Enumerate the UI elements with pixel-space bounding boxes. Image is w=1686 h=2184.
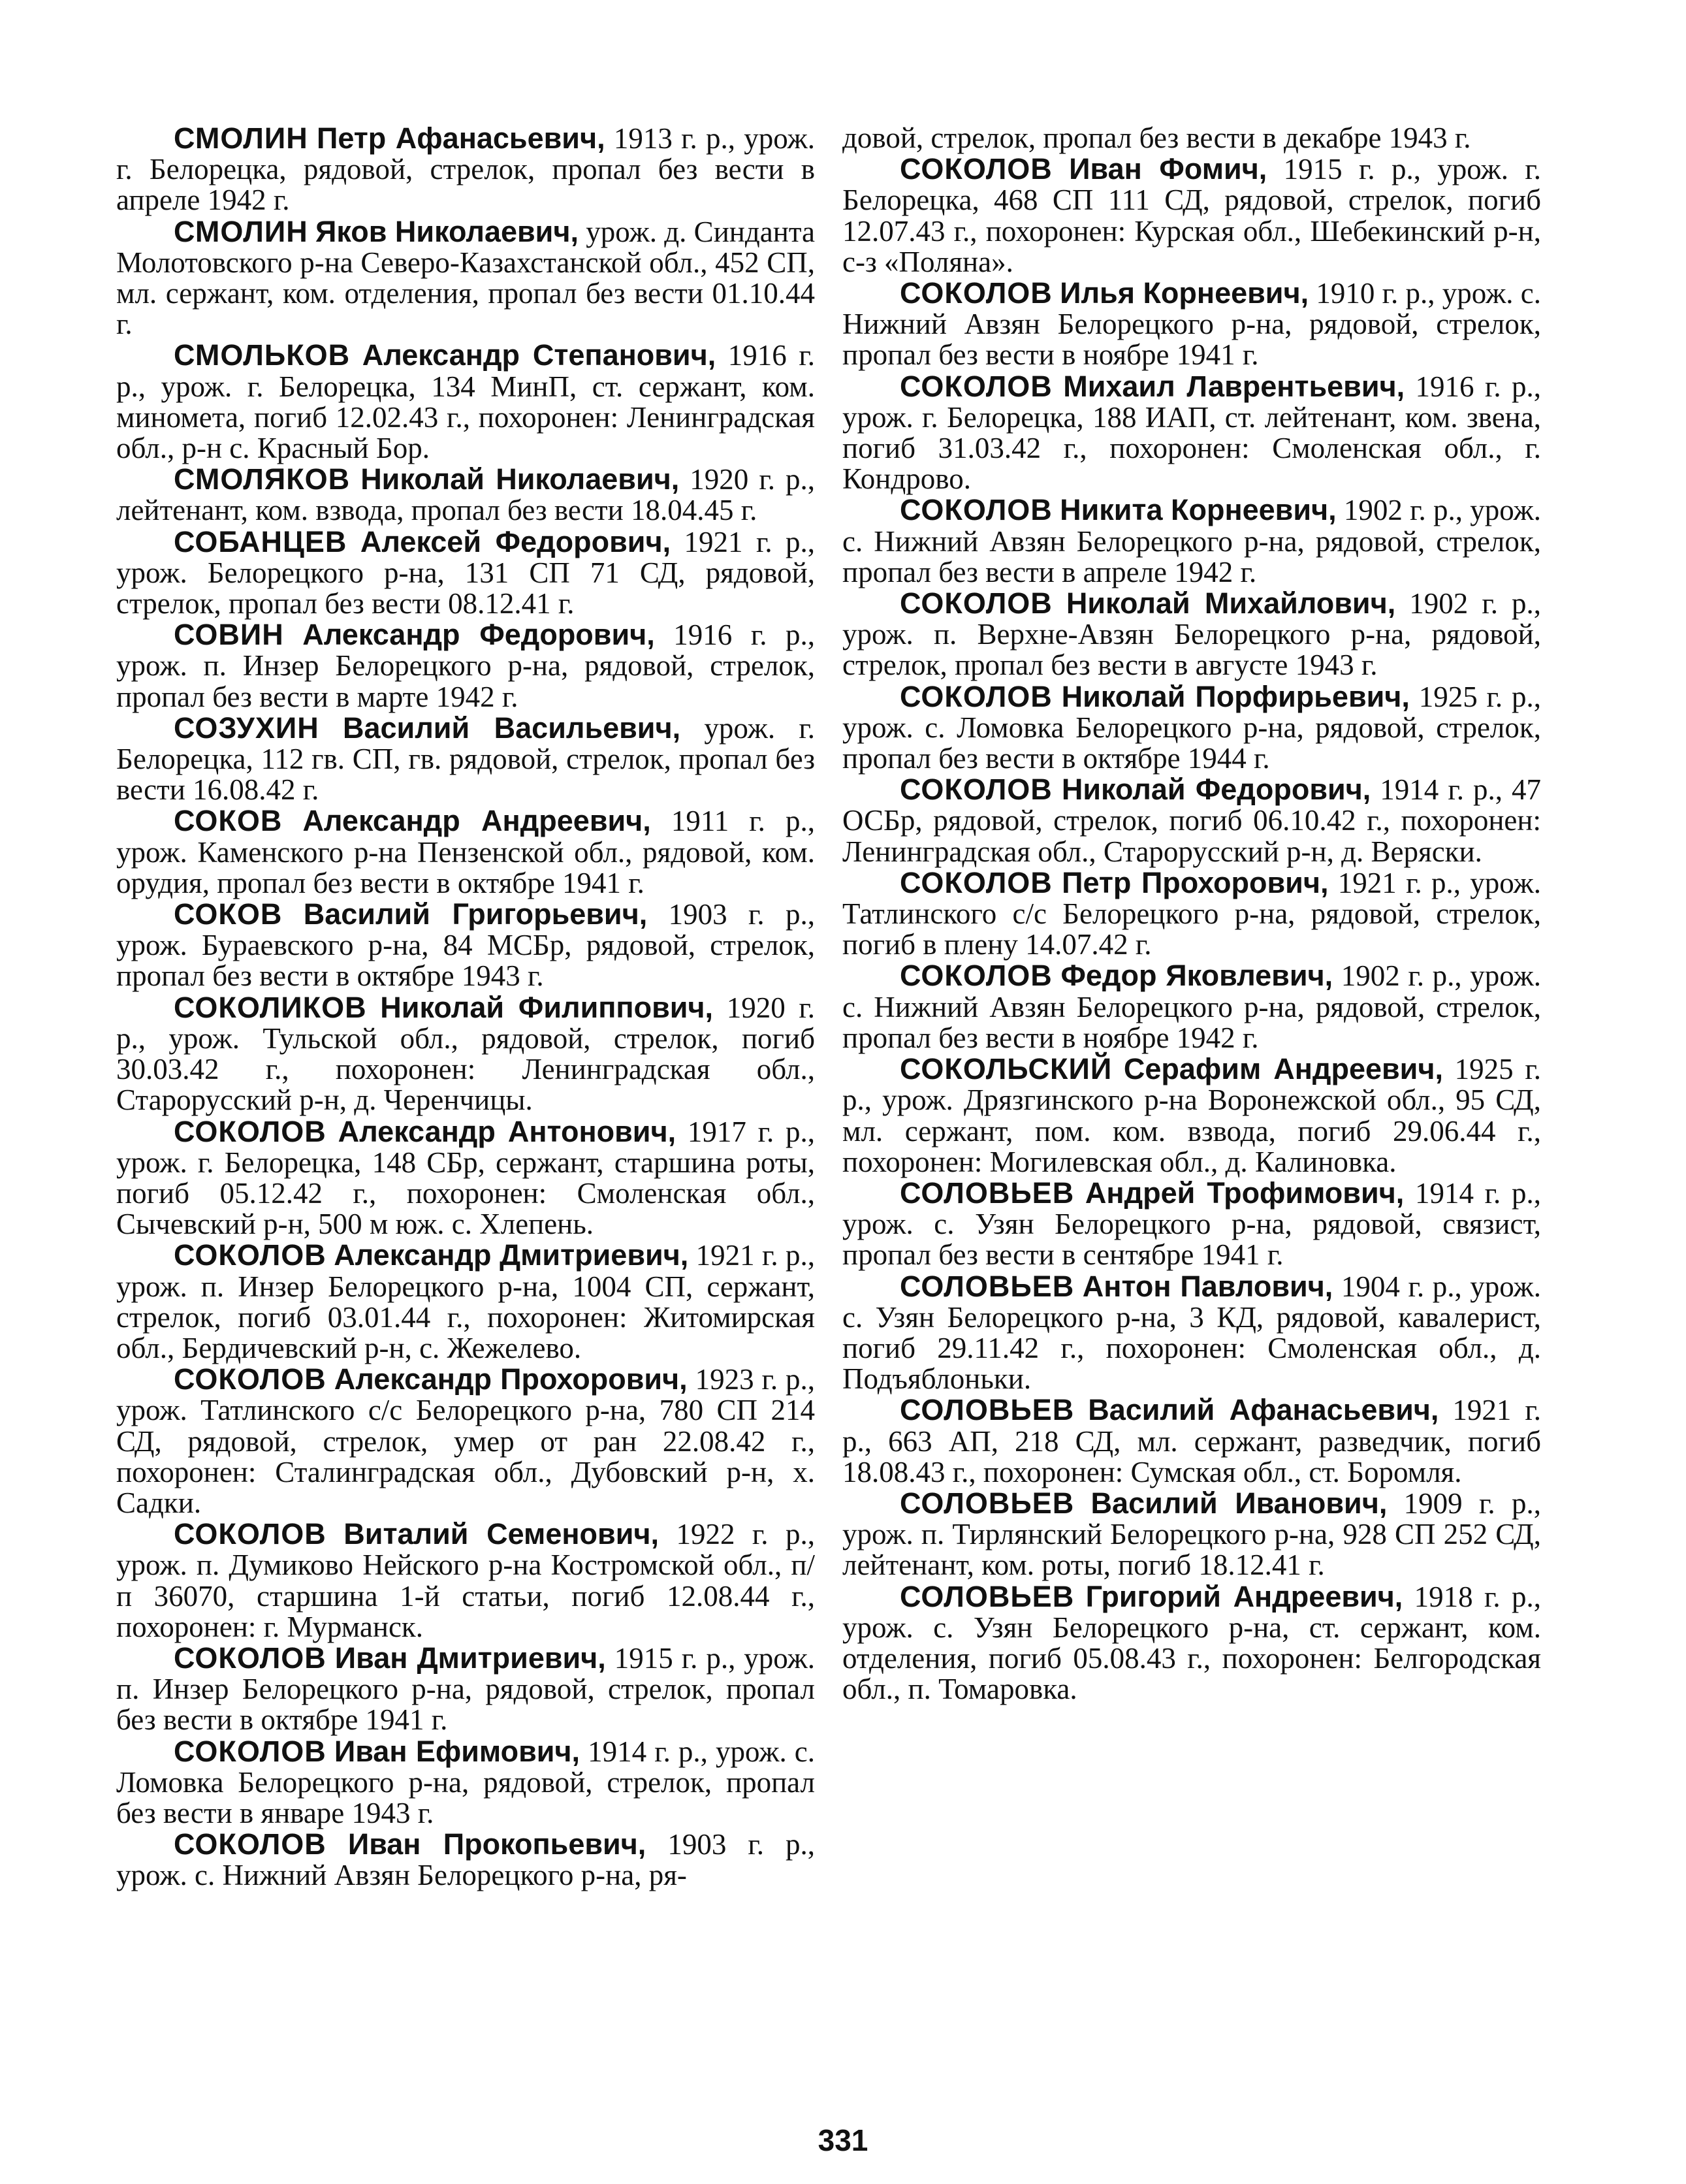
entry-details: 1920 г. р., урож. Тульской обл., рядовой, стрелок, погиб 30.03.42 г., похоронен: Ленинградская обл., Старорусский р-н, д. Черенчицы.	[116, 991, 815, 1117]
entry-given-name: Василий Афанасьевич,	[1088, 1393, 1439, 1427]
list-item	[842, 588, 1541, 681]
list-item	[842, 153, 1541, 278]
entry-details: 1914 г. р., 47 ОСБр, рядовой, стрелок, погиб 06.10.42 г., похоронен: Ленинградская обл., Старорусский р-н, д. Веряски.	[842, 773, 1542, 868]
list-item	[842, 867, 1541, 961]
list-item	[116, 1518, 815, 1643]
list-item	[842, 1271, 1541, 1395]
left-column	[116, 123, 815, 1891]
list-item	[842, 960, 1541, 1053]
entry-given-name: Михаил Лаврентьевич,	[1063, 369, 1405, 403]
list-item	[116, 1829, 815, 1891]
entry-details: 1903 г. р., урож. с. Нижний Авзян Белорецкого р-на, ря-	[116, 1828, 816, 1892]
entry-surname: СОКОЛОВ	[900, 959, 1053, 993]
entry-surname: СОЛОВЬЕВ	[900, 1269, 1075, 1303]
entry-given-name: Яков Николаевич,	[315, 214, 579, 248]
entry-given-name: Петр Прохорович,	[1062, 865, 1329, 899]
entry-given-name: Петр Афанасьевич,	[316, 121, 605, 155]
entry-details: 1917 г. р., урож. г. Белорецка, 148 СБр, сержант, старшина роты, погиб 05.12.42 г., похоронен: Смоленская обл., Сычевский р-н, 500 м юж. с. Хлепень.	[116, 1115, 816, 1241]
entry-given-name: Иван Ефимович,	[334, 1734, 581, 1768]
entry-details: 1915 г. р., урож. п. Инзер Белорецкого р-на, рядовой, стрелок, пропал без вести в октябре 1941 г.	[116, 1641, 816, 1737]
entry-surname: СОКОЛОВ	[900, 152, 1053, 186]
entry-given-name: Александр Антонович,	[338, 1114, 676, 1148]
entry-details: 1921 г. р., урож. Белорецкого р-на, 131 СП 71 СД, рядовой, стрелок, пропал без вести 08.12.41 г.	[116, 525, 816, 620]
entry-details: 1909 г. р., урож. п. Тирлянский Белорецкого р-на, 928 СП 252 СД, лейтенант, ком. роты, погиб 18.12.41 г.	[842, 1486, 1541, 1582]
entry-details: 1925 г. р., урож. Дрязгинского р-на Воронежской обл., 95 СД, мл. сержант, пом. ком. взвода, погиб 29.06.44 г., похоронен: Могилевская обл., д. Калиновка.	[842, 1053, 1541, 1178]
list-item	[116, 992, 815, 1116]
entry-given-name: Николай Федорович,	[1061, 773, 1371, 807]
entry-given-name: Иван Прокопьевич,	[347, 1827, 646, 1861]
entry-details: 1918 г. р., урож. с. Узян Белорецкого р-на, ст. сержант, ком. отделения, погиб 05.08.43 г., похоронен: Белгородская обл., п. Томаровка.	[842, 1580, 1541, 1706]
entry-details: 1902 г. р., урож. с. Нижний Авзян Белорецкого р-на, рядовой, стрелок, пропал без вести в апреле 1942 г.	[842, 494, 1542, 588]
entry-details: 1925 г. р., урож. с. Ломовка Белорецкого р-на, рядовой, стрелок, пропал без вести в октябре 1944 г.	[842, 680, 1541, 775]
entry-given-name: Александр Андреевич,	[302, 804, 651, 838]
list-item	[116, 899, 815, 992]
entry-surname: СОКОЛОВ	[174, 1827, 326, 1861]
entry-given-name: Иван Дмитриевич,	[334, 1641, 606, 1675]
entry-given-name: Василий Григорьевич,	[303, 897, 648, 931]
entry-details: 1921 г. р., урож. Татлинского с/с Белорецкого р-на, рядовой, стрелок, погиб в плену 14.07.42 г.	[842, 866, 1541, 961]
entry-surname: СОКОЛЬСКИЙ	[900, 1052, 1113, 1086]
entry-given-name: Федор Яковлевич,	[1060, 959, 1333, 993]
list-item	[116, 619, 815, 713]
entry-surname: СОКОВ	[174, 897, 283, 931]
entry-given-name: Иван Фомич,	[1069, 152, 1267, 186]
entry-details: 1916 г. р., урож. г. Белорецка, 134 МинП, ст. сержант, ком. миномета, погиб 12.02.43 г., похоронен: Ленинградская обл., р-н с. Красный Бор.	[116, 339, 815, 465]
list-item	[842, 371, 1541, 495]
entry-given-name: Андрей Трофимович,	[1085, 1176, 1405, 1210]
list-item	[842, 681, 1541, 775]
list-item	[116, 1736, 815, 1829]
entry-details: 1916 г. р., урож. г. Белорецка, 188 ИАП, ст. лейтенант, ком. звена, погиб 31.03.42 г., похоронен: Смоленская обл., г. Кондрово.	[842, 370, 1541, 496]
entry-surname: СОКОЛОВ	[900, 276, 1053, 310]
entry-surname: СОКОЛОВ	[900, 865, 1053, 899]
list-item	[842, 1488, 1541, 1581]
entry-surname: СОКОЛОВ	[174, 1517, 326, 1551]
entry-given-name: Антон Павлович,	[1082, 1269, 1333, 1303]
entry-details: урож. г. Белорецка, 112 гв. СП, гв. рядовой, стрелок, пропал без вести 16.08.42 г.	[116, 711, 816, 807]
entry-given-name: Александр Степанович,	[362, 338, 716, 372]
entry-given-name: Александр Прохорович,	[334, 1362, 688, 1396]
entry-surname: СМОЛИН	[174, 214, 308, 248]
entry-surname: СОКОЛОВ	[174, 1362, 326, 1396]
list-item	[842, 774, 1541, 867]
entry-given-name: Виталий Семенович,	[343, 1517, 659, 1551]
entry-given-name: Николай Михайлович,	[1066, 586, 1396, 620]
entry-details: 1910 г. р., урож. с. Нижний Авзян Белорецкого р-на, рядовой, стрелок, пропал без вести в ноябре 1941 г.	[842, 277, 1542, 372]
entry-given-name: Илья Корнеевич,	[1060, 276, 1309, 310]
entry-details: 1915 г. р., урож. г. Белорецка, 468 СП 111 СД, рядовой, стрелок, погиб 12.07.43 г., похоронен: Курская обл., Шебекинский р-н, с-з «Поляна».	[842, 153, 1542, 278]
entry-details: 1922 г. р., урож. п. Думиково Нейского р-на Костромской обл., п/п 36070, старшина 1-й статьи, погиб 12.08.44 г., похоронен: г. Мурманск.	[116, 1518, 816, 1643]
entry-given-name: Алексей Федорович,	[360, 524, 671, 558]
list-item	[842, 1053, 1541, 1178]
list-item	[842, 278, 1541, 371]
entry-surname: СОЛОВЬЕВ	[900, 1579, 1075, 1613]
entry-surname: СОКОЛОВ	[900, 773, 1053, 807]
entry-given-name: Василий Васильевич,	[343, 711, 681, 745]
page-number: 331	[818, 2123, 868, 2157]
list-item	[116, 1240, 815, 1364]
entry-details: 1920 г. р., лейтенант, ком. взвода, пропал без вести 18.04.45 г.	[116, 463, 815, 527]
entry-details: 1911 г. р., урож. Каменского р-на Пензенской обл., рядовой, ком. орудия, пропал без вести в октябре 1941 г.	[116, 805, 815, 899]
entry-details: 1914 г. р., урож. с. Ломовка Белорецкого р-на, рядовой, стрелок, пропал без вести в январе 1943 г.	[116, 1735, 816, 1829]
list-item	[116, 123, 815, 216]
entry-details: 1902 г. р., урож. п. Верхне-Авзян Белорецкого р-на, рядовой, стрелок, пропал без вести в августе 1943 г.	[842, 587, 1542, 682]
list-item	[842, 494, 1541, 588]
list-item	[116, 526, 815, 620]
entry-surname: СОКОЛОВ	[174, 1114, 326, 1148]
entry-details: 1913 г. р., урож. г. Белорецка, рядовой, стрелок, пропал без вести в апреле 1942 г.	[116, 122, 816, 217]
entry-surname: СОБАНЦЕВ	[174, 524, 347, 558]
entry-surname: СОВИН	[174, 618, 284, 652]
list-item	[116, 805, 815, 899]
entry-given-name: Серафим Андреевич,	[1123, 1052, 1443, 1086]
entry-details: 1902 г. р., урож. с. Нижний Авзян Белорецкого р-на, рядовой, стрелок, пропал без вести в ноябре 1942 г.	[842, 959, 1541, 1054]
entry-surname: СМОЛЬКОВ	[174, 338, 351, 372]
list-item	[842, 1178, 1541, 1271]
entry-surname: СОЛОВЬЕВ	[900, 1176, 1075, 1210]
entry-surname: СОКОЛОВ	[900, 679, 1053, 713]
entry-details: 1923 г. р., урож. Татлинского с/с Белорецкого р-на, 780 СП 214 СД, рядовой, стрелок, умер от ран 22.08.42 г., похоронен: Сталинградская обл., Дубовский р-н, х. Садки.	[116, 1363, 816, 1519]
entry-given-name: Николай Николаевич,	[360, 462, 680, 496]
entry-given-name: Никита Корнеевич,	[1060, 493, 1337, 527]
list-item	[842, 1394, 1541, 1488]
entry-surname: СОКОЛОВ	[174, 1641, 326, 1675]
entry-given-name: Александр Федорович,	[302, 618, 655, 652]
entry-given-name: Николай Порфирьевич,	[1061, 679, 1410, 713]
list-item	[116, 1643, 815, 1736]
entry-given-name: Василий Иванович,	[1090, 1486, 1388, 1520]
right-column	[842, 123, 1541, 1705]
entry-continuation: довой, стрелок, пропал без вести в декабре 1943 г.	[842, 121, 1471, 154]
entry-surname: СОКОВ	[174, 804, 283, 838]
entry-details: 1904 г. р., урож. с. Узян Белорецкого р-на, 3 КД, рядовой, кавалерист, погиб 29.11.42 г., похоронен: Смоленская обл., д. Подъяблоньки.	[842, 1270, 1542, 1396]
entry-details: 1921 г. р., урож. п. Инзер Белорецкого р-на, 1004 СП, сержант, стрелок, погиб 03.01.44 г., похоронен: Житомирская обл., Бердичевский р-н, с. Жежелево.	[116, 1239, 816, 1364]
entry-surname: СОЛОВЬЕВ	[900, 1393, 1075, 1427]
entry-details: 1921 г. р., 663 АП, 218 СД, мл. сержант, разведчик, погиб 18.08.43 г., похоронен: Сумская обл., ст. Боромля.	[842, 1394, 1541, 1488]
entry-surname: СОЗУХИН	[174, 711, 319, 745]
list-item	[116, 713, 815, 806]
list-item	[116, 1364, 815, 1518]
entry-surname: СОКОЛОВ	[900, 369, 1053, 403]
entry-given-name: Григорий Андреевич,	[1085, 1579, 1403, 1613]
entry-surname: СМОЛЯКОВ	[174, 462, 351, 496]
entry-surname: СОКОЛОВ	[174, 1238, 326, 1272]
entry-surname: СОКОЛОВ	[900, 493, 1053, 527]
entry-details: 1903 г. р., урож. Бураевского р-на, 84 МСБр, рядовой, стрелок, пропал без вести в октябре 1943 г.	[116, 898, 816, 993]
entry-details: урож. д. Синданта Молотовского р-на Северо-Казахстанской обл., 452 СП, мл. сержант, ком. отделения, пропал без вести 01.10.44 г.	[116, 215, 816, 341]
list-item	[842, 1581, 1541, 1705]
list-item	[116, 464, 815, 526]
entry-surname: СОКОЛОВ	[900, 586, 1053, 620]
entry-details: 1916 г. р., урож. п. Инзер Белорецкого р-на, рядовой, стрелок, пропал без вести в марте 1942 г.	[116, 618, 816, 713]
list-item	[116, 340, 815, 464]
list-item	[116, 1116, 815, 1240]
list-item	[116, 216, 815, 340]
entry-given-name: Александр Дмитриевич,	[334, 1238, 689, 1272]
entry-details: 1914 г. р., урож. с. Узян Белорецкого р-на, рядовой, связист, пропал без вести в сентябре 1941 г.	[842, 1176, 1541, 1272]
entry-surname: СМОЛИН	[174, 121, 308, 155]
entry-surname: СОКОЛИКОВ	[174, 990, 367, 1024]
entry-given-name: Николай Филиппович,	[380, 990, 714, 1024]
entry-surname: СОКОЛОВ	[174, 1734, 326, 1768]
entry-surname: СОЛОВЬЕВ	[900, 1486, 1075, 1520]
